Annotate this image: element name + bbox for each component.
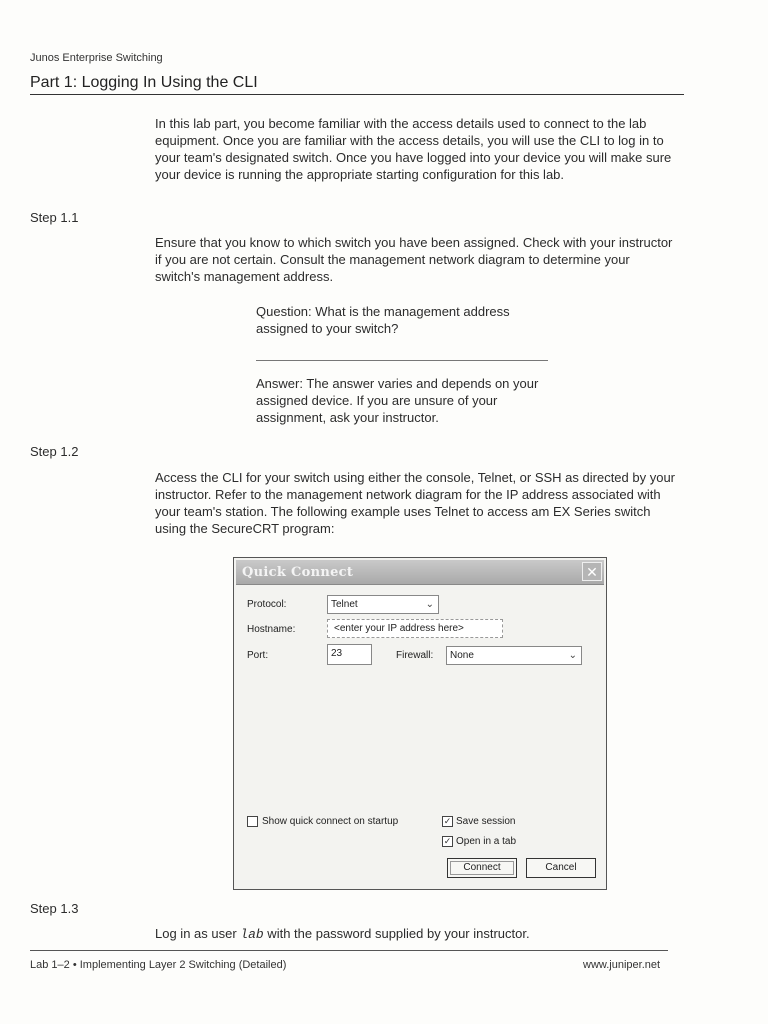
cancel-button[interactable] (526, 858, 596, 878)
port-label: Port: (247, 650, 269, 661)
port-input[interactable]: 23 (327, 644, 372, 665)
step-1-3-text (155, 925, 685, 943)
firewall-select[interactable] (446, 646, 582, 665)
username-code: lab (240, 927, 264, 942)
footer-rule (30, 950, 668, 951)
dialog-title: Quick Connect (242, 565, 354, 580)
save-session-label: Save session (456, 816, 516, 827)
step-1-1-label: Step 1.1 (30, 210, 79, 225)
step-1-3-label: Step 1.3 (30, 901, 79, 916)
save-session-checkbox[interactable]: ✓ (443, 816, 452, 826)
running-header: Junos Enterprise Switching (30, 52, 163, 64)
open-in-tab-checkbox[interactable]: ✓ (443, 836, 452, 846)
step-1-2-label: Step 1.2 (30, 444, 79, 459)
part-title: Part 1: Logging In Using the CLI (30, 74, 258, 91)
step-1-1-text: Ensure that you know to which switch you have been assigned. Check with your instructor if you are not certain. Consult the management network diagram to determine your switch's management address. (155, 235, 673, 284)
quick-connect-dialog (233, 557, 607, 890)
firewall-value: None (450, 650, 474, 661)
protocol-select[interactable] (327, 595, 439, 614)
dialog-titlebar (236, 560, 604, 585)
close-icon[interactable]: ✕ (582, 562, 602, 581)
step-1-2-text: Access the CLI for your switch using either the console, Telnet, or SSH as directed by your instructor. Refer to the management network diagram for the IP address associated with your team's station. The following example uses Telnet to access am EX Series switch using the SecureCRT program: (155, 470, 676, 536)
show-quick-connect-checkbox[interactable] (247, 816, 258, 827)
connect-button[interactable] (447, 858, 517, 878)
chevron-down-icon: ⌄ (425, 599, 434, 610)
open-in-tab-label: Open in a tab (456, 836, 517, 847)
protocol-value: Telnet (331, 599, 358, 610)
step-1-3-text-after: with the password supplied by your instructor. (263, 926, 530, 941)
hostname-input[interactable]: <enter your IP address here> (327, 619, 503, 638)
answer-text: Answer: The answer varies and depends on your assigned device. If you are unsure of your assignment, ask your instructor. (256, 376, 539, 425)
question-text: Question: What is the management address assigned to your switch? (256, 304, 510, 336)
hostname-label: Hostname: (247, 624, 296, 635)
show-quick-connect-label: Show quick connect on startup (262, 816, 399, 827)
title-rule (30, 94, 684, 95)
protocol-label: Protocol: (247, 599, 287, 610)
cancel-label: Cancel (545, 862, 577, 873)
footer-url[interactable]: www.juniper.net (583, 959, 661, 971)
chevron-down-icon: ⌄ (568, 650, 577, 661)
connect-label: Connect (463, 862, 501, 873)
firewall-label: Firewall: (396, 650, 434, 661)
footer-left: Lab 1–2 • Implementing Layer 2 Switching (Detailed) (30, 959, 287, 971)
answer-line (256, 360, 548, 361)
step-1-3-text-before: Log in as user (155, 926, 241, 941)
intro-paragraph: In this lab part, you become familiar with the access details used to connect to the lab equipment. Once you are familiar with the access details, you will use the CLI to log in to your team's designated switch. Once you have logged into your device you will make sure your device is running the appropriate starting configuration for this lab. (155, 116, 672, 182)
